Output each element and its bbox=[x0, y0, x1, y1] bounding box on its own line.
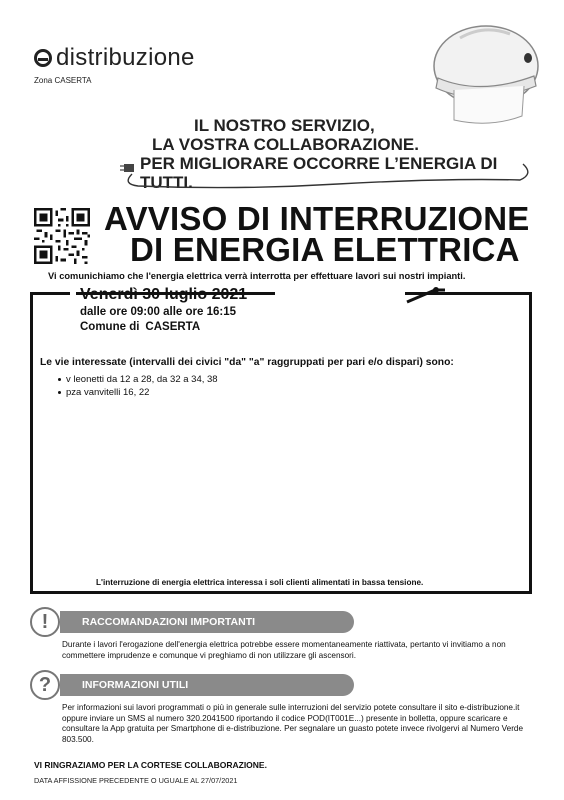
streets-heading: Le vie interessate (intervalli dei civici "da" "a" raggruppati per pari e/o dispari) sono: bbox=[40, 357, 454, 368]
brand-name: distribuzione bbox=[56, 44, 195, 71]
box-border-gap bbox=[70, 287, 76, 297]
title-line: AVVISO DI INTERRUZIONE bbox=[104, 200, 530, 237]
info-header: INFORMAZIONI UTILI bbox=[60, 674, 354, 696]
interruption-hours: dalle ore 09:00 alle ore 16:15 bbox=[80, 306, 236, 318]
intro-text: Vi comunichiamo che l'energia elettrica verrà interrotta per effettuare lavori sui nostri impianti. bbox=[48, 271, 466, 281]
warning-icon: ! bbox=[30, 607, 60, 637]
info-text: Per informazioni sui lavori programmati o più in generale sulle interruzioni del servizio potete consultare il sito e-distribuzione.it oppure inviare un SMS al numero 320.2041500 riportando il codice POD(IT001E...) presente in bolletta, oppure scaricare e consultare la App gratuita per Smartphone di e-distribuzione. Per segnalare un guasto potete invece rivolgervi al Numero Verde 803.500. bbox=[62, 703, 524, 744]
recommendations-text: Durante i lavori l'erogazione dell'energia elettrica potrebbe essere momentaneamente riattivata, pertanto vi invitiamo a non commettere imprudenze e comunque vi preghiamo di non utilizzare gli ascensori. bbox=[62, 640, 506, 660]
comune-label: Comune di bbox=[80, 321, 140, 333]
helmet-illustration bbox=[410, 18, 550, 128]
list-item: pza vanvitelli 16, 22 bbox=[58, 386, 218, 399]
streets-list bbox=[58, 373, 218, 399]
question-icon: ? bbox=[30, 670, 60, 700]
box-border-gap bbox=[275, 287, 405, 297]
brand-e-mark bbox=[34, 49, 52, 67]
notice-title bbox=[104, 200, 530, 268]
slogan-line: PER MIGLIORARE OCCORRE L’ENERGIA DI TUTTI. bbox=[140, 154, 498, 192]
notice-box bbox=[30, 292, 532, 594]
cable-plug-illustration bbox=[118, 150, 538, 195]
zone-label: Zona CASERTA bbox=[34, 76, 92, 85]
thanks-text: VI RINGRAZIAMO PER LA CORTESE COLLABORAZIONE. bbox=[34, 760, 267, 770]
switch-lever-icon bbox=[405, 284, 445, 304]
title-line: DI ENERGIA ELETTRICA bbox=[130, 231, 520, 268]
interruption-date: Venerdì 30 luglio 2021 bbox=[80, 286, 248, 303]
qr-code[interactable] bbox=[34, 208, 90, 264]
affix-date: DATA AFFISSIONE PRECEDENTE O UGUALE AL 27/07/2021 bbox=[34, 776, 238, 785]
list-item: v leonetti da 12 a 28, da 32 a 34, 38 bbox=[58, 373, 218, 386]
brand-logo bbox=[34, 44, 195, 72]
slogan-line: IL NOSTRO SERVIZIO, bbox=[194, 116, 375, 135]
slogan-line: LA VOSTRA COLLABORAZIONE. bbox=[152, 135, 419, 154]
comune-line bbox=[80, 321, 200, 333]
comune-name: CASERTA bbox=[145, 321, 201, 333]
low-voltage-note: L'interruzione di energia elettrica interessa i soli clienti alimentati in bassa tensione. bbox=[96, 578, 424, 587]
recommendations-header: RACCOMANDAZIONI IMPORTANTI bbox=[60, 611, 354, 633]
